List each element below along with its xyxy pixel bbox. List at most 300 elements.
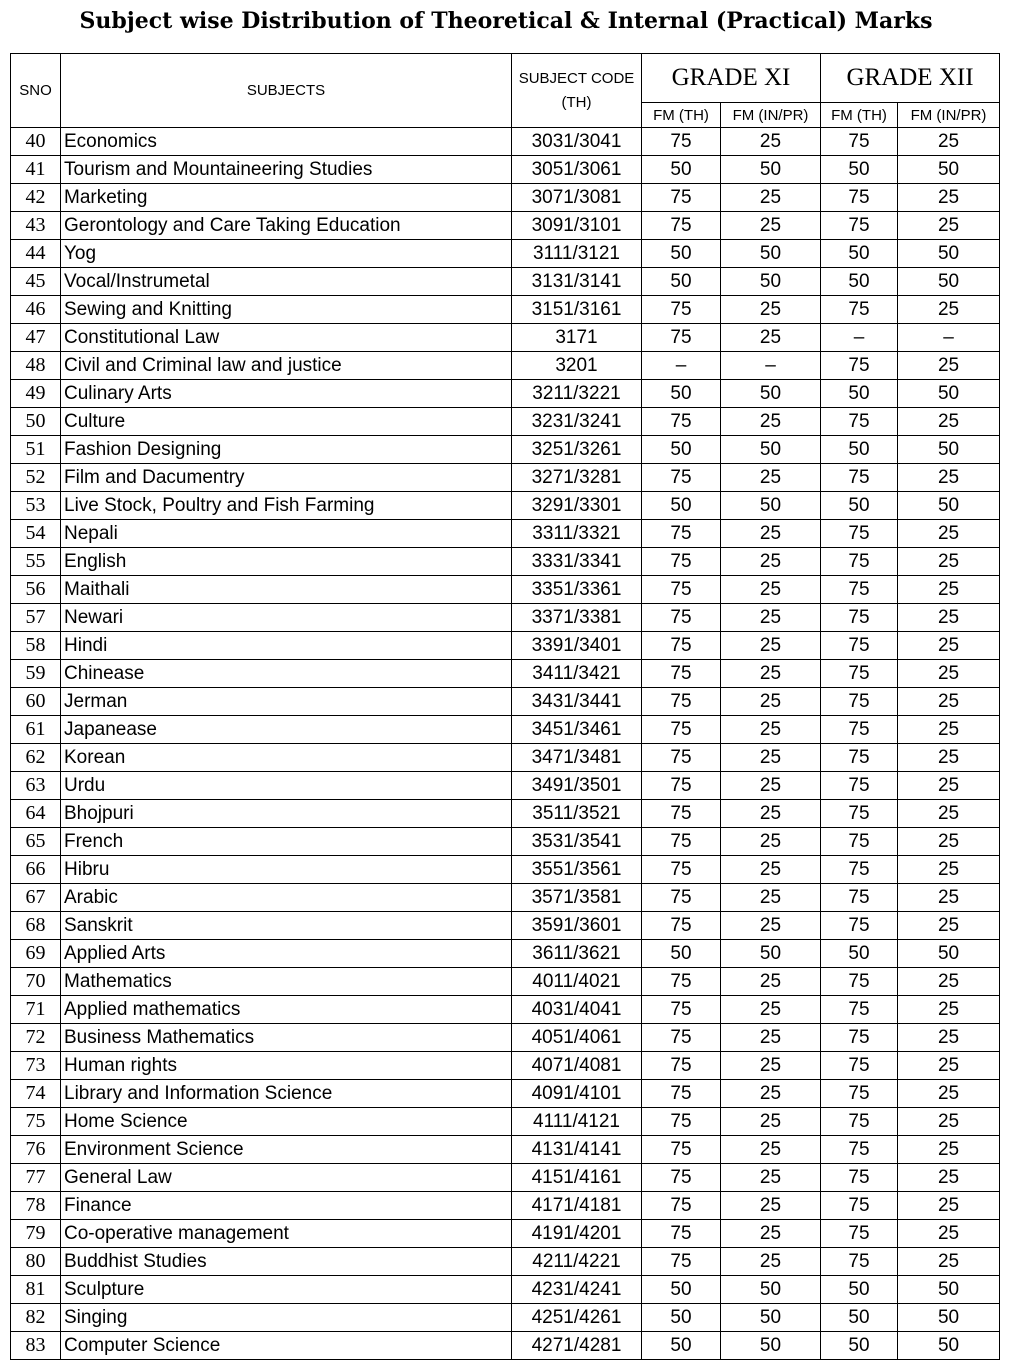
cell-xi-fm-inpr: 25 bbox=[721, 772, 821, 800]
cell-xii-fm-th: 75 bbox=[821, 520, 898, 548]
cell-xii-fm-th: 75 bbox=[821, 716, 898, 744]
cell-sno: 57 bbox=[11, 604, 61, 632]
cell-sno: 53 bbox=[11, 492, 61, 520]
cell-xi-fm-inpr: 50 bbox=[721, 268, 821, 296]
cell-xii-fm-th: 75 bbox=[821, 1080, 898, 1108]
cell-xii-fm-th: 50 bbox=[821, 940, 898, 968]
cell-sno: 74 bbox=[11, 1080, 61, 1108]
table-row bbox=[11, 1052, 1000, 1080]
table-row bbox=[11, 660, 1000, 688]
cell-xii-fm-inpr: 25 bbox=[898, 1108, 1000, 1136]
table-header bbox=[11, 54, 1000, 128]
cell-xii-fm-th: 75 bbox=[821, 184, 898, 212]
cell-subject-code: 4031/4041 bbox=[512, 996, 642, 1024]
cell-xi-fm-th: 75 bbox=[642, 128, 721, 156]
cell-xii-fm-inpr: 25 bbox=[898, 968, 1000, 996]
cell-subject-code: 3071/3081 bbox=[512, 184, 642, 212]
cell-xii-fm-inpr: 25 bbox=[898, 352, 1000, 380]
cell-subject-code: 4051/4061 bbox=[512, 1024, 642, 1052]
cell-xii-fm-th: 50 bbox=[821, 1304, 898, 1332]
table-row bbox=[11, 1192, 1000, 1220]
table-row bbox=[11, 828, 1000, 856]
cell-xi-fm-th: 75 bbox=[642, 1080, 721, 1108]
table-row bbox=[11, 688, 1000, 716]
cell-sno: 41 bbox=[11, 156, 61, 184]
cell-subject: Tourism and Mountaineering Studies bbox=[61, 156, 512, 184]
cell-subject: Home Science bbox=[61, 1108, 512, 1136]
cell-sno: 46 bbox=[11, 296, 61, 324]
cell-xi-fm-inpr: 25 bbox=[721, 1192, 821, 1220]
cell-subject: Human rights bbox=[61, 1052, 512, 1080]
cell-sno: 58 bbox=[11, 632, 61, 660]
cell-xii-fm-th: 50 bbox=[821, 268, 898, 296]
cell-sno: 72 bbox=[11, 1024, 61, 1052]
cell-xi-fm-th: 75 bbox=[642, 296, 721, 324]
cell-xi-fm-inpr: 25 bbox=[721, 520, 821, 548]
cell-xi-fm-th: 50 bbox=[642, 240, 721, 268]
cell-sno: 70 bbox=[11, 968, 61, 996]
cell-xii-fm-inpr: 25 bbox=[898, 856, 1000, 884]
table-row bbox=[11, 324, 1000, 352]
cell-xi-fm-th: 75 bbox=[642, 464, 721, 492]
cell-xii-fm-th: 75 bbox=[821, 968, 898, 996]
cell-xi-fm-inpr: 25 bbox=[721, 856, 821, 884]
table-row bbox=[11, 1080, 1000, 1108]
cell-xi-fm-inpr: 25 bbox=[721, 1248, 821, 1276]
cell-subject: Mathematics bbox=[61, 968, 512, 996]
cell-subject: English bbox=[61, 548, 512, 576]
cell-subject: Computer Science bbox=[61, 1332, 512, 1360]
cell-subject: Nepali bbox=[61, 520, 512, 548]
table-row bbox=[11, 548, 1000, 576]
cell-xi-fm-inpr: 50 bbox=[721, 240, 821, 268]
cell-subject-code: 4131/4141 bbox=[512, 1136, 642, 1164]
cell-subject-code: 3251/3261 bbox=[512, 436, 642, 464]
cell-xi-fm-inpr: 50 bbox=[721, 940, 821, 968]
table-row bbox=[11, 1304, 1000, 1332]
cell-xi-fm-inpr: 25 bbox=[721, 1052, 821, 1080]
cell-xii-fm-th: 75 bbox=[821, 408, 898, 436]
cell-xii-fm-inpr: 25 bbox=[898, 660, 1000, 688]
cell-subject-code: 4071/4081 bbox=[512, 1052, 642, 1080]
cell-xi-fm-th: 75 bbox=[642, 772, 721, 800]
cell-xi-fm-inpr: 25 bbox=[721, 1080, 821, 1108]
cell-xi-fm-th: 75 bbox=[642, 1192, 721, 1220]
cell-subject-code: 4231/4241 bbox=[512, 1276, 642, 1304]
cell-sno: 45 bbox=[11, 268, 61, 296]
cell-subject: Maithali bbox=[61, 576, 512, 604]
cell-xii-fm-inpr: 25 bbox=[898, 1164, 1000, 1192]
cell-xi-fm-th: 75 bbox=[642, 912, 721, 940]
table-row bbox=[11, 856, 1000, 884]
cell-subject: Environment Science bbox=[61, 1136, 512, 1164]
cell-subject-code: 3151/3161 bbox=[512, 296, 642, 324]
cell-xii-fm-inpr: 25 bbox=[898, 632, 1000, 660]
cell-sno: 79 bbox=[11, 1220, 61, 1248]
cell-subject: Constitutional Law bbox=[61, 324, 512, 352]
cell-xi-fm-inpr: 25 bbox=[721, 744, 821, 772]
cell-subject-code: 3171 bbox=[512, 324, 642, 352]
cell-xii-fm-inpr: 25 bbox=[898, 1192, 1000, 1220]
cell-xii-fm-inpr: 50 bbox=[898, 492, 1000, 520]
cell-xi-fm-th: 75 bbox=[642, 1164, 721, 1192]
cell-xi-fm-inpr: – bbox=[721, 352, 821, 380]
cell-xi-fm-th: 50 bbox=[642, 492, 721, 520]
cell-xi-fm-th: 75 bbox=[642, 856, 721, 884]
cell-subject: Newari bbox=[61, 604, 512, 632]
cell-subject: Culinary Arts bbox=[61, 380, 512, 408]
cell-xii-fm-th: 75 bbox=[821, 1192, 898, 1220]
table-row bbox=[11, 408, 1000, 436]
cell-xii-fm-inpr: 25 bbox=[898, 884, 1000, 912]
cell-subject-code: 4111/4121 bbox=[512, 1108, 642, 1136]
cell-sno: 75 bbox=[11, 1108, 61, 1136]
cell-subject: Urdu bbox=[61, 772, 512, 800]
cell-sno: 68 bbox=[11, 912, 61, 940]
cell-subject-code: 4011/4021 bbox=[512, 968, 642, 996]
cell-xii-fm-th: 50 bbox=[821, 380, 898, 408]
table-row bbox=[11, 184, 1000, 212]
cell-subject-code: 3271/3281 bbox=[512, 464, 642, 492]
cell-sno: 77 bbox=[11, 1164, 61, 1192]
cell-subject: Jerman bbox=[61, 688, 512, 716]
cell-sno: 49 bbox=[11, 380, 61, 408]
cell-xi-fm-inpr: 50 bbox=[721, 1276, 821, 1304]
cell-subject: Korean bbox=[61, 744, 512, 772]
table-row bbox=[11, 464, 1000, 492]
page-title: Subject wise Distribution of Theoretical & Internal (Practical) Marks bbox=[79, 8, 933, 34]
cell-subject: Applied Arts bbox=[61, 940, 512, 968]
cell-subject-code: 4171/4181 bbox=[512, 1192, 642, 1220]
cell-xi-fm-th: – bbox=[642, 352, 721, 380]
cell-xii-fm-inpr: 25 bbox=[898, 772, 1000, 800]
cell-subject-code: 3551/3561 bbox=[512, 856, 642, 884]
cell-subject: Gerontology and Care Taking Education bbox=[61, 212, 512, 240]
cell-xii-fm-inpr: 25 bbox=[898, 1136, 1000, 1164]
cell-subject: Bhojpuri bbox=[61, 800, 512, 828]
header-subject-code bbox=[512, 54, 642, 128]
cell-xii-fm-inpr: 25 bbox=[898, 128, 1000, 156]
table-row bbox=[11, 520, 1000, 548]
cell-xi-fm-th: 75 bbox=[642, 716, 721, 744]
cell-subject-code: 3091/3101 bbox=[512, 212, 642, 240]
cell-sno: 60 bbox=[11, 688, 61, 716]
table-row bbox=[11, 296, 1000, 324]
cell-subject: Economics bbox=[61, 128, 512, 156]
cell-subject: Sanskrit bbox=[61, 912, 512, 940]
cell-xii-fm-th: 75 bbox=[821, 744, 898, 772]
cell-sno: 66 bbox=[11, 856, 61, 884]
cell-subject: Marketing bbox=[61, 184, 512, 212]
cell-xii-fm-th: 75 bbox=[821, 772, 898, 800]
cell-sno: 80 bbox=[11, 1248, 61, 1276]
cell-xii-fm-th: 75 bbox=[821, 296, 898, 324]
cell-xii-fm-th: 75 bbox=[821, 128, 898, 156]
cell-sno: 51 bbox=[11, 436, 61, 464]
cell-subject: Singing bbox=[61, 1304, 512, 1332]
table-row bbox=[11, 156, 1000, 184]
cell-subject-code: 4091/4101 bbox=[512, 1080, 642, 1108]
cell-sno: 69 bbox=[11, 940, 61, 968]
cell-subject-code: 3531/3541 bbox=[512, 828, 642, 856]
cell-sno: 82 bbox=[11, 1304, 61, 1332]
cell-xii-fm-inpr: 25 bbox=[898, 576, 1000, 604]
cell-xii-fm-th: 75 bbox=[821, 856, 898, 884]
cell-xi-fm-th: 50 bbox=[642, 436, 721, 464]
cell-sno: 56 bbox=[11, 576, 61, 604]
cell-xi-fm-inpr: 25 bbox=[721, 716, 821, 744]
cell-xii-fm-th: 75 bbox=[821, 828, 898, 856]
cell-xi-fm-inpr: 50 bbox=[721, 380, 821, 408]
table-row bbox=[11, 576, 1000, 604]
cell-sno: 78 bbox=[11, 1192, 61, 1220]
cell-subject-code: 3451/3461 bbox=[512, 716, 642, 744]
cell-subject-code: 3131/3141 bbox=[512, 268, 642, 296]
cell-xii-fm-th: 50 bbox=[821, 1332, 898, 1360]
header-xi-fm-inpr: FM (IN/PR) bbox=[721, 103, 821, 128]
cell-subject-code: 4251/4261 bbox=[512, 1304, 642, 1332]
cell-subject: Library and Information Science bbox=[61, 1080, 512, 1108]
cell-xii-fm-inpr: 50 bbox=[898, 436, 1000, 464]
header-subject-code-line2: (TH) bbox=[561, 93, 592, 111]
table-row bbox=[11, 632, 1000, 660]
cell-xi-fm-inpr: 25 bbox=[721, 128, 821, 156]
cell-subject-code: 3111/3121 bbox=[512, 240, 642, 268]
cell-subject: Co-operative management bbox=[61, 1220, 512, 1248]
cell-xi-fm-th: 75 bbox=[642, 800, 721, 828]
table-row bbox=[11, 996, 1000, 1024]
cell-xi-fm-inpr: 25 bbox=[721, 800, 821, 828]
cell-subject: Arabic bbox=[61, 884, 512, 912]
table-row bbox=[11, 1332, 1000, 1360]
header-xi-fm-th: FM (TH) bbox=[642, 103, 721, 128]
cell-xi-fm-inpr: 25 bbox=[721, 604, 821, 632]
cell-xii-fm-th: 50 bbox=[821, 492, 898, 520]
table-row bbox=[11, 716, 1000, 744]
cell-subject-code: 4151/4161 bbox=[512, 1164, 642, 1192]
table-row bbox=[11, 492, 1000, 520]
header-grade-xi: GRADE XI bbox=[642, 54, 821, 103]
cell-xii-fm-inpr: 50 bbox=[898, 1276, 1000, 1304]
cell-xi-fm-inpr: 50 bbox=[721, 1304, 821, 1332]
cell-xii-fm-inpr: 25 bbox=[898, 520, 1000, 548]
cell-xii-fm-th: 50 bbox=[821, 1276, 898, 1304]
table-row bbox=[11, 128, 1000, 156]
table-row bbox=[11, 1248, 1000, 1276]
cell-xi-fm-th: 50 bbox=[642, 268, 721, 296]
cell-xii-fm-th: 75 bbox=[821, 632, 898, 660]
cell-xii-fm-th: 75 bbox=[821, 576, 898, 604]
cell-xii-fm-inpr: 25 bbox=[898, 1080, 1000, 1108]
cell-subject: Business Mathematics bbox=[61, 1024, 512, 1052]
cell-xi-fm-th: 75 bbox=[642, 1248, 721, 1276]
cell-xi-fm-inpr: 50 bbox=[721, 492, 821, 520]
cell-subject-code: 4211/4221 bbox=[512, 1248, 642, 1276]
table-row bbox=[11, 1136, 1000, 1164]
cell-xii-fm-inpr: 25 bbox=[898, 800, 1000, 828]
table-row bbox=[11, 912, 1000, 940]
cell-xii-fm-inpr: 25 bbox=[898, 548, 1000, 576]
table-row bbox=[11, 604, 1000, 632]
cell-subject: Sewing and Knitting bbox=[61, 296, 512, 324]
cell-subject-code: 3491/3501 bbox=[512, 772, 642, 800]
cell-sno: 47 bbox=[11, 324, 61, 352]
cell-xii-fm-th: 75 bbox=[821, 464, 898, 492]
cell-xii-fm-inpr: 25 bbox=[898, 184, 1000, 212]
cell-xii-fm-th: 75 bbox=[821, 1220, 898, 1248]
cell-subject: Culture bbox=[61, 408, 512, 436]
cell-xi-fm-inpr: 25 bbox=[721, 884, 821, 912]
cell-xii-fm-th: 75 bbox=[821, 1136, 898, 1164]
cell-xi-fm-th: 75 bbox=[642, 688, 721, 716]
cell-xii-fm-inpr: 50 bbox=[898, 268, 1000, 296]
cell-xii-fm-th: 75 bbox=[821, 660, 898, 688]
cell-sno: 54 bbox=[11, 520, 61, 548]
cell-xi-fm-inpr: 25 bbox=[721, 1164, 821, 1192]
header-xii-fm-inpr: FM (IN/PR) bbox=[898, 103, 1000, 128]
table-row bbox=[11, 240, 1000, 268]
table-row bbox=[11, 800, 1000, 828]
cell-subject: Fashion Designing bbox=[61, 436, 512, 464]
cell-xii-fm-th: 50 bbox=[821, 436, 898, 464]
cell-xii-fm-th: 75 bbox=[821, 352, 898, 380]
cell-xii-fm-th: 75 bbox=[821, 1052, 898, 1080]
cell-xi-fm-th: 75 bbox=[642, 1108, 721, 1136]
cell-xi-fm-inpr: 50 bbox=[721, 156, 821, 184]
cell-subject-code: 3471/3481 bbox=[512, 744, 642, 772]
cell-xi-fm-inpr: 25 bbox=[721, 996, 821, 1024]
cell-sno: 65 bbox=[11, 828, 61, 856]
cell-xii-fm-th: 75 bbox=[821, 1164, 898, 1192]
cell-xi-fm-th: 75 bbox=[642, 996, 721, 1024]
table-row bbox=[11, 1024, 1000, 1052]
cell-sno: 55 bbox=[11, 548, 61, 576]
cell-sno: 42 bbox=[11, 184, 61, 212]
table-row bbox=[11, 268, 1000, 296]
cell-xi-fm-inpr: 50 bbox=[721, 1332, 821, 1360]
cell-sno: 44 bbox=[11, 240, 61, 268]
cell-xi-fm-th: 75 bbox=[642, 884, 721, 912]
cell-xi-fm-inpr: 25 bbox=[721, 1220, 821, 1248]
cell-xi-fm-inpr: 25 bbox=[721, 632, 821, 660]
cell-xi-fm-th: 75 bbox=[642, 408, 721, 436]
cell-xi-fm-inpr: 25 bbox=[721, 296, 821, 324]
cell-subject-code: 3411/3421 bbox=[512, 660, 642, 688]
cell-subject-code: 3591/3601 bbox=[512, 912, 642, 940]
marks-table bbox=[10, 53, 1000, 1360]
cell-sno: 64 bbox=[11, 800, 61, 828]
cell-xi-fm-th: 75 bbox=[642, 828, 721, 856]
cell-xi-fm-th: 50 bbox=[642, 1304, 721, 1332]
cell-xii-fm-inpr: 25 bbox=[898, 828, 1000, 856]
table-row bbox=[11, 1220, 1000, 1248]
cell-subject: Vocal/Instrumetal bbox=[61, 268, 512, 296]
table-row bbox=[11, 1276, 1000, 1304]
cell-xi-fm-th: 75 bbox=[642, 660, 721, 688]
cell-subject: General Law bbox=[61, 1164, 512, 1192]
cell-subject-code: 3331/3341 bbox=[512, 548, 642, 576]
cell-xii-fm-inpr: 50 bbox=[898, 1332, 1000, 1360]
cell-xii-fm-inpr: 25 bbox=[898, 296, 1000, 324]
cell-xi-fm-inpr: 25 bbox=[721, 912, 821, 940]
cell-xii-fm-th: 75 bbox=[821, 1024, 898, 1052]
cell-xii-fm-inpr: 25 bbox=[898, 1024, 1000, 1052]
cell-subject-code: 3051/3061 bbox=[512, 156, 642, 184]
cell-subject-code: 3291/3301 bbox=[512, 492, 642, 520]
cell-xi-fm-th: 75 bbox=[642, 184, 721, 212]
cell-xii-fm-inpr: 25 bbox=[898, 1052, 1000, 1080]
table-row bbox=[11, 352, 1000, 380]
cell-xii-fm-inpr: 25 bbox=[898, 688, 1000, 716]
cell-subject: Hindi bbox=[61, 632, 512, 660]
cell-xii-fm-th: 75 bbox=[821, 548, 898, 576]
cell-subject-code: 3201 bbox=[512, 352, 642, 380]
cell-subject-code: 3211/3221 bbox=[512, 380, 642, 408]
cell-xi-fm-inpr: 25 bbox=[721, 464, 821, 492]
cell-xi-fm-th: 75 bbox=[642, 324, 721, 352]
cell-xii-fm-th: 75 bbox=[821, 604, 898, 632]
cell-xii-fm-th: 75 bbox=[821, 884, 898, 912]
cell-xii-fm-inpr: 25 bbox=[898, 744, 1000, 772]
cell-subject: Finance bbox=[61, 1192, 512, 1220]
cell-sno: 71 bbox=[11, 996, 61, 1024]
cell-sno: 62 bbox=[11, 744, 61, 772]
cell-subject: Film and Dacumentry bbox=[61, 464, 512, 492]
cell-subject-code: 4191/4201 bbox=[512, 1220, 642, 1248]
cell-xii-fm-inpr: 50 bbox=[898, 240, 1000, 268]
cell-subject: Civil and Criminal law and justice bbox=[61, 352, 512, 380]
cell-xi-fm-inpr: 25 bbox=[721, 548, 821, 576]
cell-sno: 67 bbox=[11, 884, 61, 912]
cell-xi-fm-inpr: 50 bbox=[721, 436, 821, 464]
cell-xii-fm-inpr: 50 bbox=[898, 940, 1000, 968]
cell-sno: 43 bbox=[11, 212, 61, 240]
cell-subject-code: 3391/3401 bbox=[512, 632, 642, 660]
cell-subject: French bbox=[61, 828, 512, 856]
cell-xii-fm-th: 50 bbox=[821, 156, 898, 184]
table-row bbox=[11, 968, 1000, 996]
table-row bbox=[11, 212, 1000, 240]
cell-subject: Japanease bbox=[61, 716, 512, 744]
cell-xii-fm-inpr: 50 bbox=[898, 380, 1000, 408]
cell-sno: 83 bbox=[11, 1332, 61, 1360]
cell-xi-fm-th: 75 bbox=[642, 744, 721, 772]
cell-xi-fm-th: 75 bbox=[642, 1136, 721, 1164]
cell-sno: 63 bbox=[11, 772, 61, 800]
cell-subject: Chinease bbox=[61, 660, 512, 688]
cell-xi-fm-inpr: 25 bbox=[721, 1108, 821, 1136]
cell-xi-fm-th: 50 bbox=[642, 1276, 721, 1304]
cell-xii-fm-inpr: 25 bbox=[898, 604, 1000, 632]
cell-sno: 73 bbox=[11, 1052, 61, 1080]
cell-subject: Yog bbox=[61, 240, 512, 268]
cell-subject-code: 3571/3581 bbox=[512, 884, 642, 912]
cell-xi-fm-inpr: 25 bbox=[721, 1024, 821, 1052]
cell-xi-fm-inpr: 25 bbox=[721, 660, 821, 688]
cell-xi-fm-th: 75 bbox=[642, 212, 721, 240]
table-row bbox=[11, 436, 1000, 464]
cell-xii-fm-inpr: 25 bbox=[898, 1248, 1000, 1276]
cell-subject-code: 3511/3521 bbox=[512, 800, 642, 828]
cell-xi-fm-th: 50 bbox=[642, 380, 721, 408]
cell-sno: 52 bbox=[11, 464, 61, 492]
table-row bbox=[11, 884, 1000, 912]
table-body bbox=[11, 128, 1000, 1360]
cell-xii-fm-inpr: 50 bbox=[898, 1304, 1000, 1332]
cell-xii-fm-th: 75 bbox=[821, 912, 898, 940]
cell-sno: 40 bbox=[11, 128, 61, 156]
cell-xi-fm-th: 50 bbox=[642, 1332, 721, 1360]
